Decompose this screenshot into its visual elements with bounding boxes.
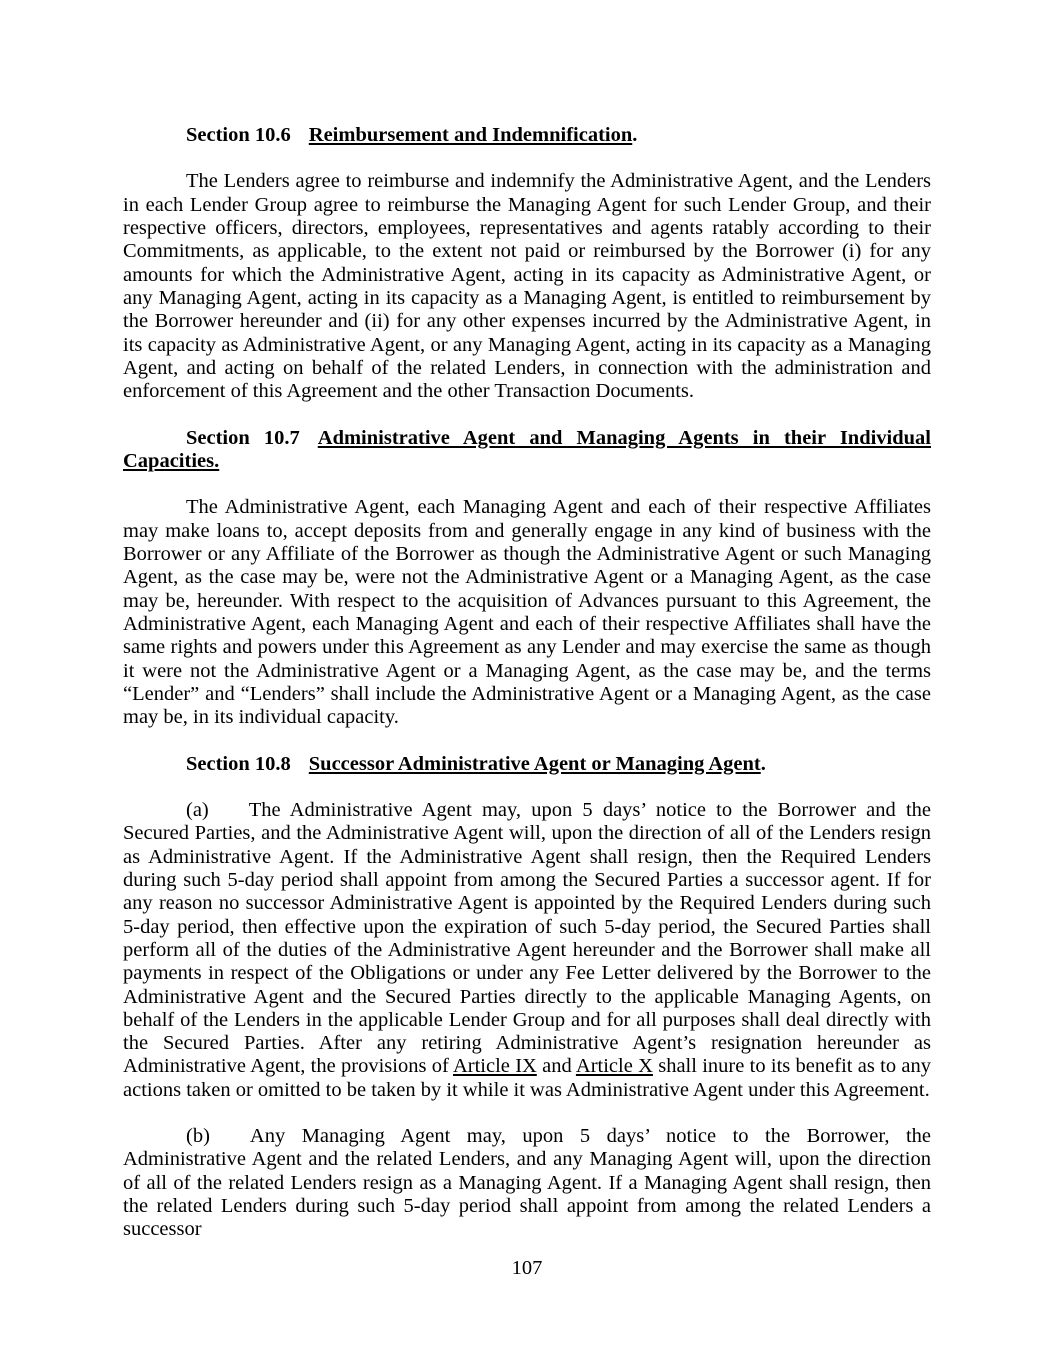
- section-label: Section 10.6: [186, 124, 291, 146]
- paragraph-text: The Administrative Agent may, upon 5 days’ notice to the Borrower and the Secured Parties, and the Administrative Agent will, upon the direction of all of the Lenders resign as Administrative Agent. If the Administrative Agent shall resign, then the Required Lenders during such 5-day period shall appoint from among the Secured Parties a successor agent. If for any reason no successor Administrative Agent is appointed by the Required Lenders during such 5-day period, then effective upon the expiration of such 5-day period, the Secured Parties shall perform all of the duties of the Administrative Agent hereunder and the Borrower shall make all payments in respect of the Obligations or under any Fee Letter delivered by the Borrower to the Administrative Agent and the Secured Parties directly to the applicable Managing Agents, on behalf of the Lenders in the applicable Lender Group and for all purposes shall deal directly with the Secured Parties. After any retiring Administrative Agent’s resignation hereunder as Administrative Agent, the provisions of: [123, 798, 931, 1078]
- section-heading-10-6: [123, 124, 931, 147]
- paragraph-10-8-b: [123, 1125, 931, 1242]
- section-title: Administrative Agent and Managing Agents in their Individual Capacities.: [123, 426, 931, 472]
- paragraph-text: shall inure to its benefit as to any actions taken or omitted to be taken by it while it was Administrative Agent under this Agreement.: [123, 1055, 931, 1101]
- section-label: Section 10.8: [186, 752, 291, 775]
- article-ix-reference: Article IX: [452, 1055, 537, 1078]
- article-x-reference: Article X: [575, 1055, 653, 1078]
- section-title: Reimbursement and Indemnification: [308, 124, 633, 146]
- paragraph-10-8-a: [123, 799, 931, 1102]
- paragraph-10-7-body: The Administrative Agent, each Managing Agent and each of their respective Affiliates may make loans to, accept deposits from and generally engage in any kind of business with the Borrower or any Affiliate of the Borrower as though the Administrative Agent or such Managing Agent, as the case may be, were not the Administrative Agent or a Managing Agent, as the case may be, hereunder. With respect to the acquisition of Advances pursuant to this Agreement, the Administrative Agent, each Managing Agent and each of their respective Affiliates shall have the same rights and powers under this Agreement as any Lender and may exercise the same as though it were not the Administrative Agent or a Managing Agent, as the case may be, and the terms “Lender” and “Lenders” shall include the Administrative Agent or a Managing Agent, as the case may be, in its individual capacity.: [123, 496, 931, 729]
- heading-period: .: [760, 752, 766, 775]
- list-marker-a: (a): [186, 798, 209, 821]
- heading-period: .: [632, 124, 638, 146]
- paragraph-text: and: [536, 1055, 576, 1078]
- paragraph-10-6-body: The Lenders agree to reimburse and indemnify the Administrative Agent, and the Lenders in each Lender Group agree to reimburse the Managing Agent for such Lender Group, and their respective officers, directors, employees, representatives and agents ratably according to their Commitments, as applicable, to the extent not paid or reimbursed by the Borrower (i) for any amounts for which the Administrative Agent, acting in its capacity as Administrative Agent, or any Managing Agent, acting in its capacity as a Managing Agent, is entitled to reimbursement by the Borrower hereunder and (ii) for any other expenses incurred by the Administrative Agent, in its capacity as Administrative Agent, or any Managing Agent, acting in its capacity as a Managing Agent, and acting on behalf of the related Lenders, in connection with the administration and enforcement of this Agreement and the other Transaction Documents.: [123, 170, 931, 403]
- section-heading-10-7: [123, 427, 931, 474]
- paragraph-text: Any Managing Agent may, upon 5 days’ notice to the Borrower, the Administrative Agent and the related Lenders, and any Managing Agent will, upon the direction of all of the related Lenders resign as a Managing Agent. If a Managing Agent shall resign, then the related Lenders during such 5-day period shall appoint from among the related Lenders a successor: [123, 1125, 931, 1241]
- section-title: Successor Administrative Agent or Managing Agent: [308, 752, 761, 775]
- section-label: Section 10.7: [186, 426, 300, 449]
- list-marker-b: (b): [186, 1125, 210, 1148]
- page-number: 107: [511, 1256, 543, 1279]
- section-heading-10-8: [123, 753, 931, 776]
